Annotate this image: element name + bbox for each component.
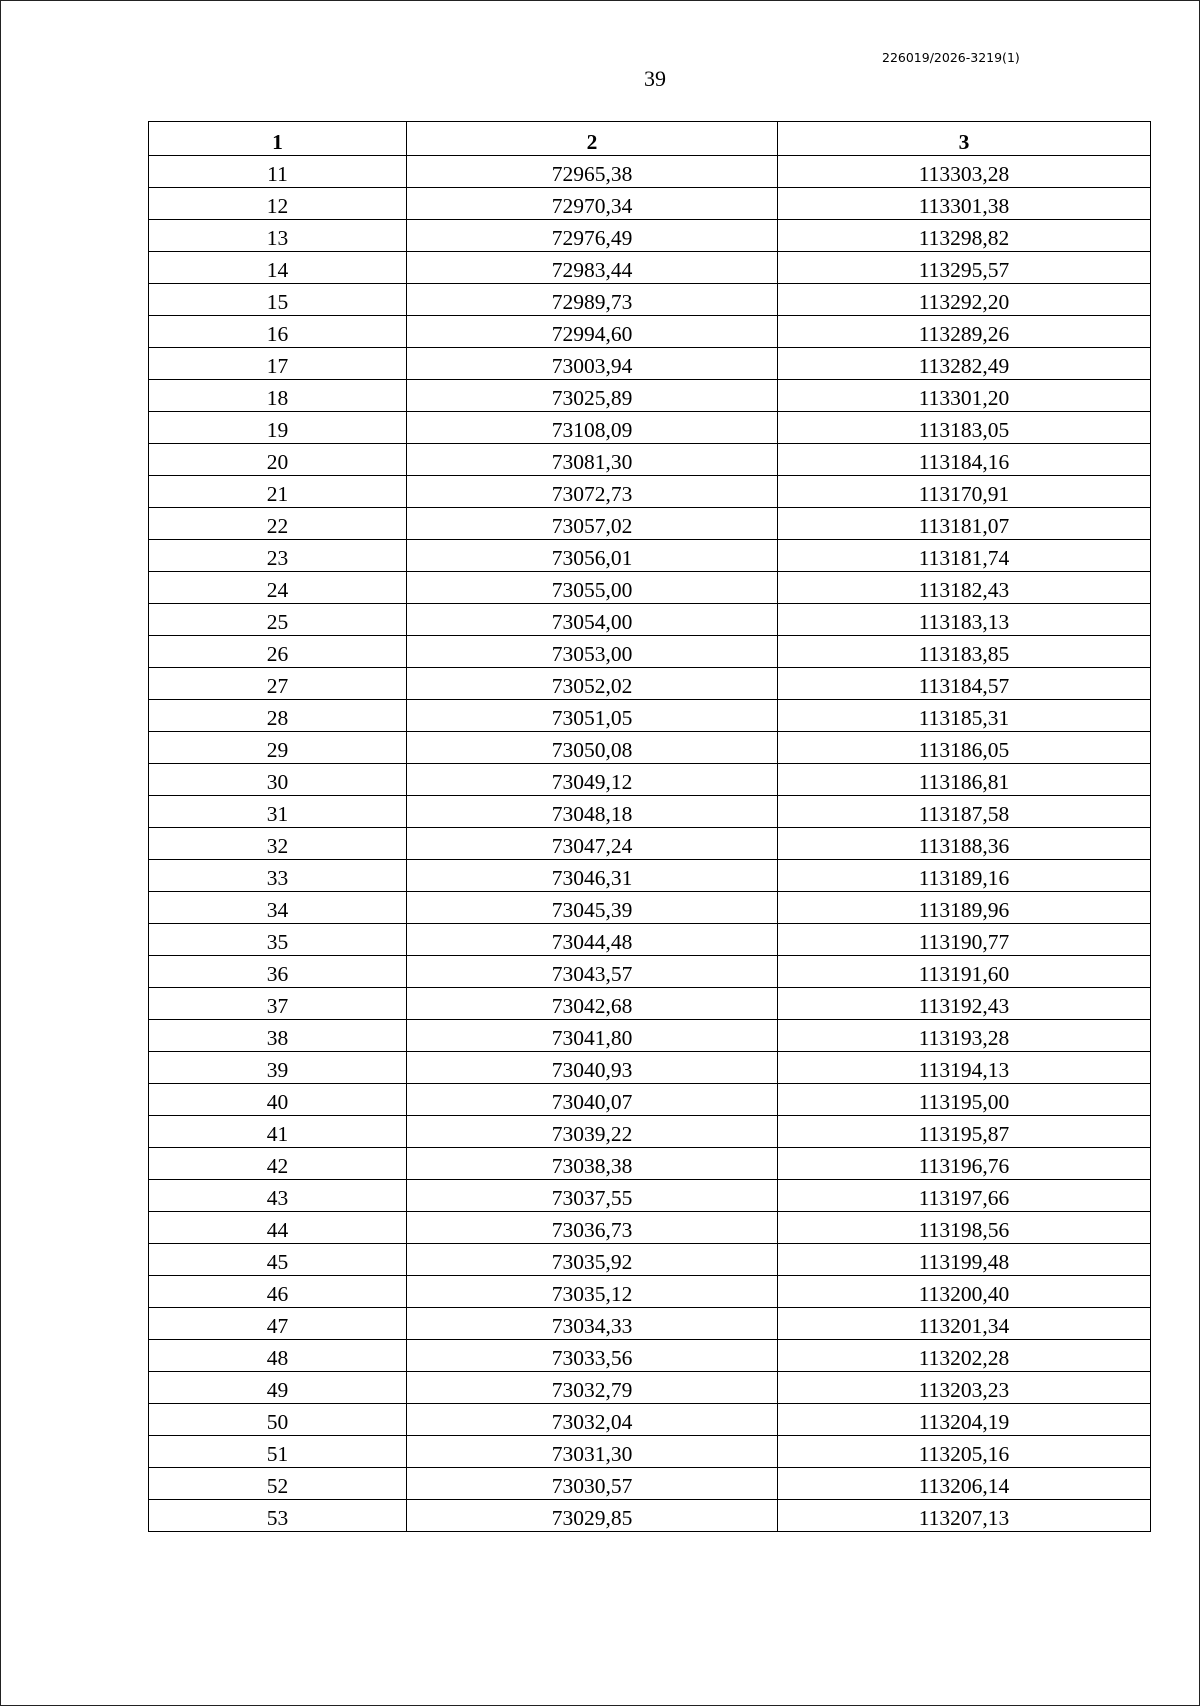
- column-header-3: 3: [778, 122, 1151, 156]
- y-coordinate-cell: 113188,36: [778, 828, 1151, 860]
- y-coordinate-cell: 113303,28: [778, 156, 1151, 188]
- x-coordinate-cell: 73040,93: [407, 1052, 778, 1084]
- point-number-cell: 19: [149, 412, 407, 444]
- y-coordinate-cell: 113194,13: [778, 1052, 1151, 1084]
- page-number: 39: [644, 66, 666, 91]
- point-number-cell: 40: [149, 1084, 407, 1116]
- point-number-cell: 22: [149, 508, 407, 540]
- y-coordinate-cell: 113184,57: [778, 668, 1151, 700]
- x-coordinate-cell: 73045,39: [407, 892, 778, 924]
- y-coordinate-cell: 113203,23: [778, 1372, 1151, 1404]
- point-number-cell: 16: [149, 316, 407, 348]
- point-number-cell: 26: [149, 636, 407, 668]
- y-coordinate-cell: 113204,19: [778, 1404, 1151, 1436]
- point-number-cell: 49: [149, 1372, 407, 1404]
- x-coordinate-cell: 73035,12: [407, 1276, 778, 1308]
- table-row: [149, 668, 1151, 700]
- y-coordinate-cell: 113295,57: [778, 252, 1151, 284]
- y-coordinate-cell: 113292,20: [778, 284, 1151, 316]
- table-row: [149, 476, 1151, 508]
- y-coordinate-cell: 113190,77: [778, 924, 1151, 956]
- y-coordinate-cell: 113189,96: [778, 892, 1151, 924]
- table-row: [149, 444, 1151, 476]
- point-number-cell: 41: [149, 1116, 407, 1148]
- table-row: [149, 284, 1151, 316]
- point-number-cell: 24: [149, 572, 407, 604]
- y-coordinate-cell: 113195,87: [778, 1116, 1151, 1148]
- y-coordinate-cell: 113207,13: [778, 1500, 1151, 1532]
- point-number-cell: 20: [149, 444, 407, 476]
- y-coordinate-cell: 113206,14: [778, 1468, 1151, 1500]
- y-coordinate-cell: 113183,85: [778, 636, 1151, 668]
- x-coordinate-cell: 73044,48: [407, 924, 778, 956]
- y-coordinate-cell: 113199,48: [778, 1244, 1151, 1276]
- x-coordinate-cell: 72970,34: [407, 188, 778, 220]
- y-coordinate-cell: 113184,16: [778, 444, 1151, 476]
- table-row: [149, 1148, 1151, 1180]
- y-coordinate-cell: 113189,16: [778, 860, 1151, 892]
- y-coordinate-cell: 113181,74: [778, 540, 1151, 572]
- table-row: [149, 700, 1151, 732]
- table-row: [149, 956, 1151, 988]
- x-coordinate-cell: 73032,04: [407, 1404, 778, 1436]
- point-number-cell: 30: [149, 764, 407, 796]
- table-row: [149, 892, 1151, 924]
- x-coordinate-cell: 73081,30: [407, 444, 778, 476]
- point-number-cell: 17: [149, 348, 407, 380]
- point-number-cell: 28: [149, 700, 407, 732]
- y-coordinate-cell: 113185,31: [778, 700, 1151, 732]
- table-row: [149, 1404, 1151, 1436]
- x-coordinate-cell: 73053,00: [407, 636, 778, 668]
- table-row: [149, 1340, 1151, 1372]
- table-row: [149, 348, 1151, 380]
- x-coordinate-cell: 73025,89: [407, 380, 778, 412]
- x-coordinate-cell: 73037,55: [407, 1180, 778, 1212]
- point-number-cell: 25: [149, 604, 407, 636]
- y-coordinate-cell: 113183,13: [778, 604, 1151, 636]
- table-row: [149, 1180, 1151, 1212]
- x-coordinate-cell: 73049,12: [407, 764, 778, 796]
- y-coordinate-cell: 113182,43: [778, 572, 1151, 604]
- point-number-cell: 46: [149, 1276, 407, 1308]
- y-coordinate-cell: 113205,16: [778, 1436, 1151, 1468]
- column-header-2: 2: [407, 122, 778, 156]
- x-coordinate-cell: 73047,24: [407, 828, 778, 860]
- x-coordinate-cell: 73038,38: [407, 1148, 778, 1180]
- table-row: [149, 540, 1151, 572]
- x-coordinate-cell: 73034,33: [407, 1308, 778, 1340]
- point-number-cell: 18: [149, 380, 407, 412]
- x-coordinate-cell: 73029,85: [407, 1500, 778, 1532]
- table-row: [149, 604, 1151, 636]
- coordinates-table: [148, 121, 1151, 1532]
- point-number-cell: 38: [149, 1020, 407, 1052]
- x-coordinate-cell: 73003,94: [407, 348, 778, 380]
- point-number-cell: 52: [149, 1468, 407, 1500]
- table-row: [149, 412, 1151, 444]
- table-row: [149, 1084, 1151, 1116]
- x-coordinate-cell: 73039,22: [407, 1116, 778, 1148]
- y-coordinate-cell: 113181,07: [778, 508, 1151, 540]
- table-row: [149, 156, 1151, 188]
- table-row: [149, 380, 1151, 412]
- y-coordinate-cell: 113186,05: [778, 732, 1151, 764]
- point-number-cell: 13: [149, 220, 407, 252]
- x-coordinate-cell: 72976,49: [407, 220, 778, 252]
- y-coordinate-cell: 113197,66: [778, 1180, 1151, 1212]
- y-coordinate-cell: 113195,00: [778, 1084, 1151, 1116]
- x-coordinate-cell: 73043,57: [407, 956, 778, 988]
- table-row: [149, 764, 1151, 796]
- table-header-row: [149, 122, 1151, 156]
- table-row: [149, 828, 1151, 860]
- table-row: [149, 924, 1151, 956]
- x-coordinate-cell: 73041,80: [407, 1020, 778, 1052]
- point-number-cell: 50: [149, 1404, 407, 1436]
- point-number-cell: 14: [149, 252, 407, 284]
- y-coordinate-cell: 113198,56: [778, 1212, 1151, 1244]
- point-number-cell: 21: [149, 476, 407, 508]
- point-number-cell: 11: [149, 156, 407, 188]
- x-coordinate-cell: 72989,73: [407, 284, 778, 316]
- table-row: [149, 1436, 1151, 1468]
- table-row: [149, 1212, 1151, 1244]
- table-row: [149, 732, 1151, 764]
- table-row: [149, 572, 1151, 604]
- table-row: [149, 220, 1151, 252]
- y-coordinate-cell: 113196,76: [778, 1148, 1151, 1180]
- y-coordinate-cell: 113289,26: [778, 316, 1151, 348]
- point-number-cell: 33: [149, 860, 407, 892]
- point-number-cell: 31: [149, 796, 407, 828]
- point-number-cell: 27: [149, 668, 407, 700]
- table-row: [149, 796, 1151, 828]
- point-number-cell: 29: [149, 732, 407, 764]
- y-coordinate-cell: 113200,40: [778, 1276, 1151, 1308]
- point-number-cell: 34: [149, 892, 407, 924]
- point-number-cell: 47: [149, 1308, 407, 1340]
- point-number-cell: 15: [149, 284, 407, 316]
- table-row: [149, 508, 1151, 540]
- point-number-cell: 32: [149, 828, 407, 860]
- y-coordinate-cell: 113187,58: [778, 796, 1151, 828]
- x-coordinate-cell: 73036,73: [407, 1212, 778, 1244]
- x-coordinate-cell: 73030,57: [407, 1468, 778, 1500]
- x-coordinate-cell: 72994,60: [407, 316, 778, 348]
- table-row: [149, 1244, 1151, 1276]
- x-coordinate-cell: 73052,02: [407, 668, 778, 700]
- table-row: [149, 316, 1151, 348]
- table-row: [149, 1468, 1151, 1500]
- point-number-cell: 37: [149, 988, 407, 1020]
- x-coordinate-cell: 73054,00: [407, 604, 778, 636]
- point-number-cell: 12: [149, 188, 407, 220]
- x-coordinate-cell: 73056,01: [407, 540, 778, 572]
- x-coordinate-cell: 73042,68: [407, 988, 778, 1020]
- x-coordinate-cell: 73057,02: [407, 508, 778, 540]
- x-coordinate-cell: 72965,38: [407, 156, 778, 188]
- x-coordinate-cell: 73051,05: [407, 700, 778, 732]
- point-number-cell: 39: [149, 1052, 407, 1084]
- table-row: [149, 1116, 1151, 1148]
- x-coordinate-cell: 73072,73: [407, 476, 778, 508]
- point-number-cell: 35: [149, 924, 407, 956]
- x-coordinate-cell: 73050,08: [407, 732, 778, 764]
- point-number-cell: 36: [149, 956, 407, 988]
- point-number-cell: 45: [149, 1244, 407, 1276]
- y-coordinate-cell: 113201,34: [778, 1308, 1151, 1340]
- y-coordinate-cell: 113202,28: [778, 1340, 1151, 1372]
- x-coordinate-cell: 73040,07: [407, 1084, 778, 1116]
- point-number-cell: 48: [149, 1340, 407, 1372]
- x-coordinate-cell: 73035,92: [407, 1244, 778, 1276]
- x-coordinate-cell: 73055,00: [407, 572, 778, 604]
- x-coordinate-cell: 73046,31: [407, 860, 778, 892]
- point-number-cell: 23: [149, 540, 407, 572]
- x-coordinate-cell: 73031,30: [407, 1436, 778, 1468]
- x-coordinate-cell: 73048,18: [407, 796, 778, 828]
- table-row: [149, 188, 1151, 220]
- point-number-cell: 53: [149, 1500, 407, 1532]
- x-coordinate-cell: 73032,79: [407, 1372, 778, 1404]
- table-row: [149, 1372, 1151, 1404]
- y-coordinate-cell: 113193,28: [778, 1020, 1151, 1052]
- point-number-cell: 42: [149, 1148, 407, 1180]
- table-row: [149, 1308, 1151, 1340]
- point-number-cell: 44: [149, 1212, 407, 1244]
- column-header-1: 1: [149, 122, 407, 156]
- table-row: [149, 1052, 1151, 1084]
- y-coordinate-cell: 113301,20: [778, 380, 1151, 412]
- table-row: [149, 1020, 1151, 1052]
- point-number-cell: 51: [149, 1436, 407, 1468]
- table-row: [149, 1500, 1151, 1532]
- y-coordinate-cell: 113192,43: [778, 988, 1151, 1020]
- y-coordinate-cell: 113298,82: [778, 220, 1151, 252]
- table-row: [149, 988, 1151, 1020]
- y-coordinate-cell: 113282,49: [778, 348, 1151, 380]
- document-reference: 226019/2026-3219(1): [882, 50, 1020, 65]
- x-coordinate-cell: 72983,44: [407, 252, 778, 284]
- point-number-cell: 43: [149, 1180, 407, 1212]
- table-row: [149, 252, 1151, 284]
- table-body: [149, 156, 1151, 1532]
- table-row: [149, 860, 1151, 892]
- y-coordinate-cell: 113183,05: [778, 412, 1151, 444]
- y-coordinate-cell: 113170,91: [778, 476, 1151, 508]
- table-row: [149, 636, 1151, 668]
- table-row: [149, 1276, 1151, 1308]
- y-coordinate-cell: 113186,81: [778, 764, 1151, 796]
- y-coordinate-cell: 113301,38: [778, 188, 1151, 220]
- x-coordinate-cell: 73108,09: [407, 412, 778, 444]
- y-coordinate-cell: 113191,60: [778, 956, 1151, 988]
- x-coordinate-cell: 73033,56: [407, 1340, 778, 1372]
